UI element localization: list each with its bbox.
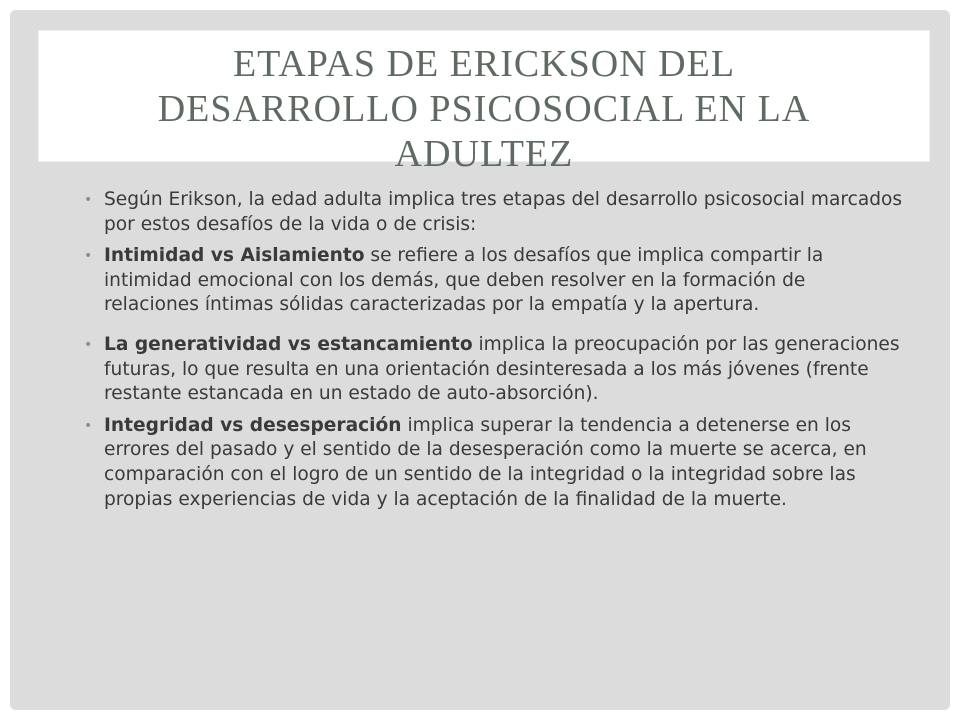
slide-title: ETAPAS DE ERICKSON DEL DESARROLLO PSICOSOCIAL EN LA ADULTEZ [157, 43, 811, 175]
bullet-icon: • [84, 192, 93, 208]
bullet-text: se refiere a los desafíos que implica compartir la intimidad emocional con los demás, que deben resolver en la formación de relaciones íntimas sólidas caracterizadas por la empatía y la apertura. [104, 245, 824, 316]
bullet-list [84, 188, 904, 519]
bullet-item-intro [84, 188, 904, 237]
bullet-icon: • [84, 248, 93, 265]
bullet-term: Integridad vs desesperación [104, 414, 402, 436]
bullet-item-integridad [84, 414, 904, 512]
bullet-icon: • [84, 336, 93, 353]
slide [10, 10, 950, 710]
bullet-text: implica la preocupación por las generaciones futuras, lo que resulta en una orientación desinteresada a los más jóvenes (frente restante estancada en un estado de auto-absorción). [104, 333, 900, 405]
bullet-text: implica superar la tendencia a detenerse en los errores del pasado y el sentido de la desesperación como la muerte se acerca, en comparación con el logro de un sentido de la integridad o la integridad sobre las propias experiencias de vida y la aceptación de la finalidad de la muerte. [104, 414, 867, 510]
bullet-term: Intimidad vs Aislamiento [104, 245, 365, 267]
bullet-text: Según Erikson, la edad adulta implica tres etapas del desarrollo psicosocial marcados por estos desafíos de la vida o de crisis: [104, 189, 903, 235]
bullet-item-intimidad [84, 244, 904, 318]
title-box [38, 30, 930, 175]
bullet-term: La generatividad vs estancamiento [104, 333, 473, 355]
bullet-icon: • [84, 417, 93, 434]
bullet-item-generatividad [84, 333, 904, 407]
